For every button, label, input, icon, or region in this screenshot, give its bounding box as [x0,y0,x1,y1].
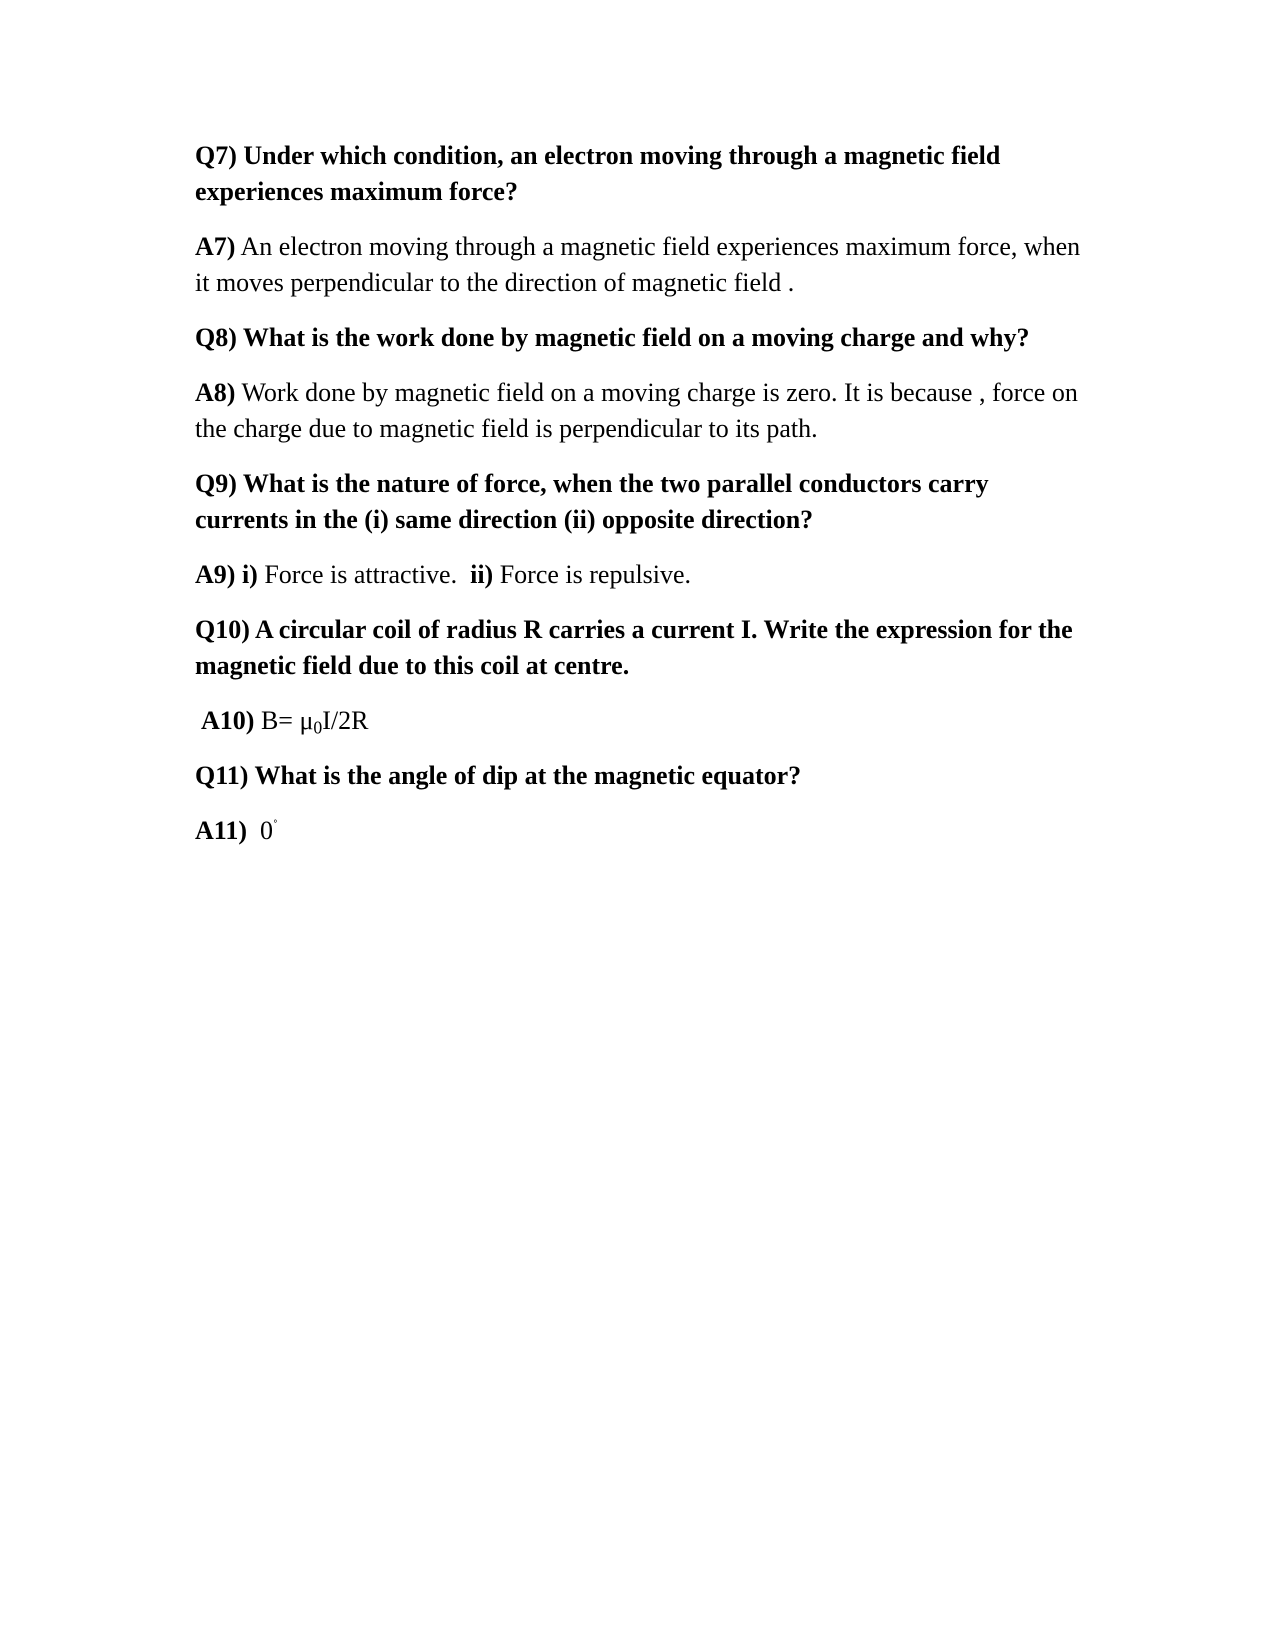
answer-10-label: A10) [201,706,255,735]
answer-9-part1-label: i) [241,560,258,589]
answer-9-label: A9) [195,560,236,589]
answer-9-part1-text: Force is attractive. [264,560,458,589]
answer-11 [195,813,1085,849]
question-10: Q10) A circular coil of radius R carries a current I. Write the expression for the magnetic field due to this coil at centre. [195,615,1073,680]
answer-10-formula-subscript: 0 [313,717,323,738]
answer-9 [195,557,1085,593]
document-page [195,138,1085,868]
answer-8-text: Work done by magnetic field on a moving charge is zero. It is because , force on the charge due to magnetic field is perpendicular to its path. [195,378,1078,443]
answer-7 [195,229,1085,301]
answer-9-part2-label: ii) [470,560,494,589]
answer-11-label: A11) [195,816,247,845]
answer-8-label: A8) [195,378,236,407]
answer-11-degree-symbol: ˚ [273,818,278,835]
answer-10-formula-suffix: I/2R [322,706,369,735]
answer-8 [195,375,1085,447]
question-9: Q9) What is the nature of force, when the two parallel conductors carry currents in the (i) same direction (ii) opposite direction? [195,469,989,534]
answer-7-label: A7) [195,232,236,261]
answer-9-part2-text: Force is repulsive. [499,560,692,589]
question-7: Q7) Under which condition, an electron moving through a magnetic field experiences maximum force? [195,141,1001,206]
answer-10 [195,703,1085,739]
question-8: Q8) What is the work done by magnetic field on a moving charge and why? [195,323,1030,352]
answer-7-text: An electron moving through a magnetic field experiences maximum force, when it moves perpendicular to the direction of magnetic field . [195,232,1081,297]
question-11: Q11) What is the angle of dip at the magnetic equator? [195,761,802,790]
answer-11-value: 0 [260,816,273,845]
answer-10-formula-prefix: B= μ [260,706,314,735]
